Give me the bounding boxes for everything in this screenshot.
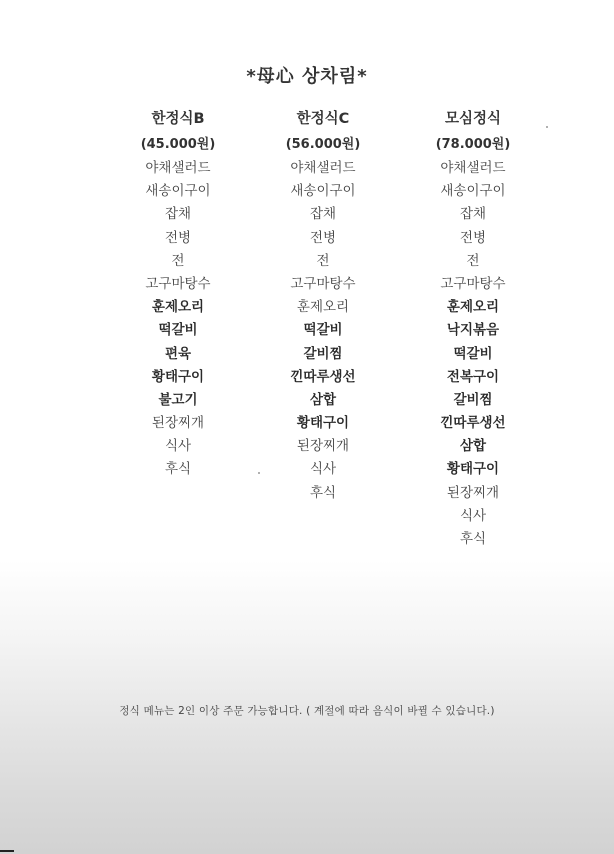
- menu-item-list: [398, 157, 548, 551]
- menu-item: 새송이구이: [145, 183, 211, 200]
- menu-item: 삼합: [309, 391, 337, 408]
- menu-item: 고구마탕수: [290, 275, 356, 292]
- menu-item: 황태구이: [446, 461, 500, 478]
- menu-item: 낀따루생선: [440, 415, 506, 432]
- menu-item: 후식: [164, 461, 192, 478]
- column-price: (78.000원): [435, 137, 511, 152]
- menu-item: 후식: [459, 531, 487, 547]
- menu-item: 갈비찜: [453, 391, 493, 408]
- menu-item: 전: [171, 252, 185, 269]
- menu-item: 잡채: [309, 206, 337, 223]
- menu-item: 훈제오리: [151, 299, 205, 316]
- menu-item: 새송이구이: [440, 183, 506, 200]
- menu-item: 식사: [459, 507, 487, 524]
- menu-item: 된장찌개: [296, 438, 350, 455]
- column-name: 한정식B: [151, 111, 205, 127]
- menu-item: 떡갈비: [453, 345, 493, 362]
- menu-item: 떡갈비: [303, 322, 343, 339]
- menu-item: 야채샐러드: [290, 160, 356, 176]
- menu-item: 고구마탕수: [440, 275, 506, 292]
- menu-item: 전병: [309, 229, 337, 246]
- menu-item: 삼합: [459, 438, 487, 455]
- menu-item: 떡갈비: [158, 322, 198, 339]
- scan-speck: [258, 472, 260, 474]
- menu-item: 낀따루생선: [290, 368, 356, 385]
- menu-item: 황태구이: [151, 368, 205, 385]
- menu-item: 새송이구이: [290, 183, 356, 200]
- menu-item: 전복구이: [446, 368, 500, 385]
- menu-item: 고구마탕수: [145, 275, 211, 292]
- menu-item: 전: [466, 252, 480, 269]
- menu-item: 식사: [164, 438, 192, 455]
- menu-item-list: [248, 157, 398, 505]
- menu-item: 훈제오리: [446, 299, 500, 316]
- menu-title: *母心 상차림*: [246, 66, 368, 87]
- menu-column-hanjeongsik-b: [103, 106, 253, 482]
- menu-item: 훈제오리: [296, 299, 350, 316]
- footer-note: 정식 메뉴는 2인 이상 주문 가능합니다. ( 계절에 따라 음식이 바뀔 수 있습니다.): [119, 705, 495, 717]
- menu-item: 잡채: [164, 206, 192, 223]
- menu-item: 잡채: [459, 206, 487, 223]
- menu-item: 황태구이: [296, 415, 350, 432]
- column-price: (56.000원): [285, 137, 361, 152]
- scan-edge-mark: [0, 850, 14, 852]
- scan-speck: [546, 126, 548, 128]
- menu-item: 야채샐러드: [145, 160, 211, 176]
- menu-item: 불고기: [158, 391, 198, 408]
- menu-item: 된장찌개: [446, 484, 500, 501]
- column-price: (45.000원): [140, 137, 216, 152]
- menu-item: 낙지볶음: [446, 322, 500, 339]
- menu-item: 야채샐러드: [440, 160, 506, 176]
- menu-item: 전병: [459, 229, 487, 246]
- menu-item-list: [103, 157, 253, 482]
- menu-item: 식사: [309, 461, 337, 478]
- menu-item: 갈비찜: [303, 345, 343, 362]
- menu-column-mosim-jeongsik: [398, 106, 548, 551]
- menu-item: 전: [316, 252, 330, 269]
- column-name: 한정식C: [296, 111, 350, 127]
- menu-item: 편육: [164, 345, 192, 362]
- column-name: 모심정식: [444, 111, 502, 127]
- menu-item: 된장찌개: [151, 415, 205, 432]
- menu-item: 후식: [309, 484, 337, 501]
- menu-column-hanjeongsik-c: [248, 106, 398, 505]
- menu-item: 전병: [164, 229, 192, 246]
